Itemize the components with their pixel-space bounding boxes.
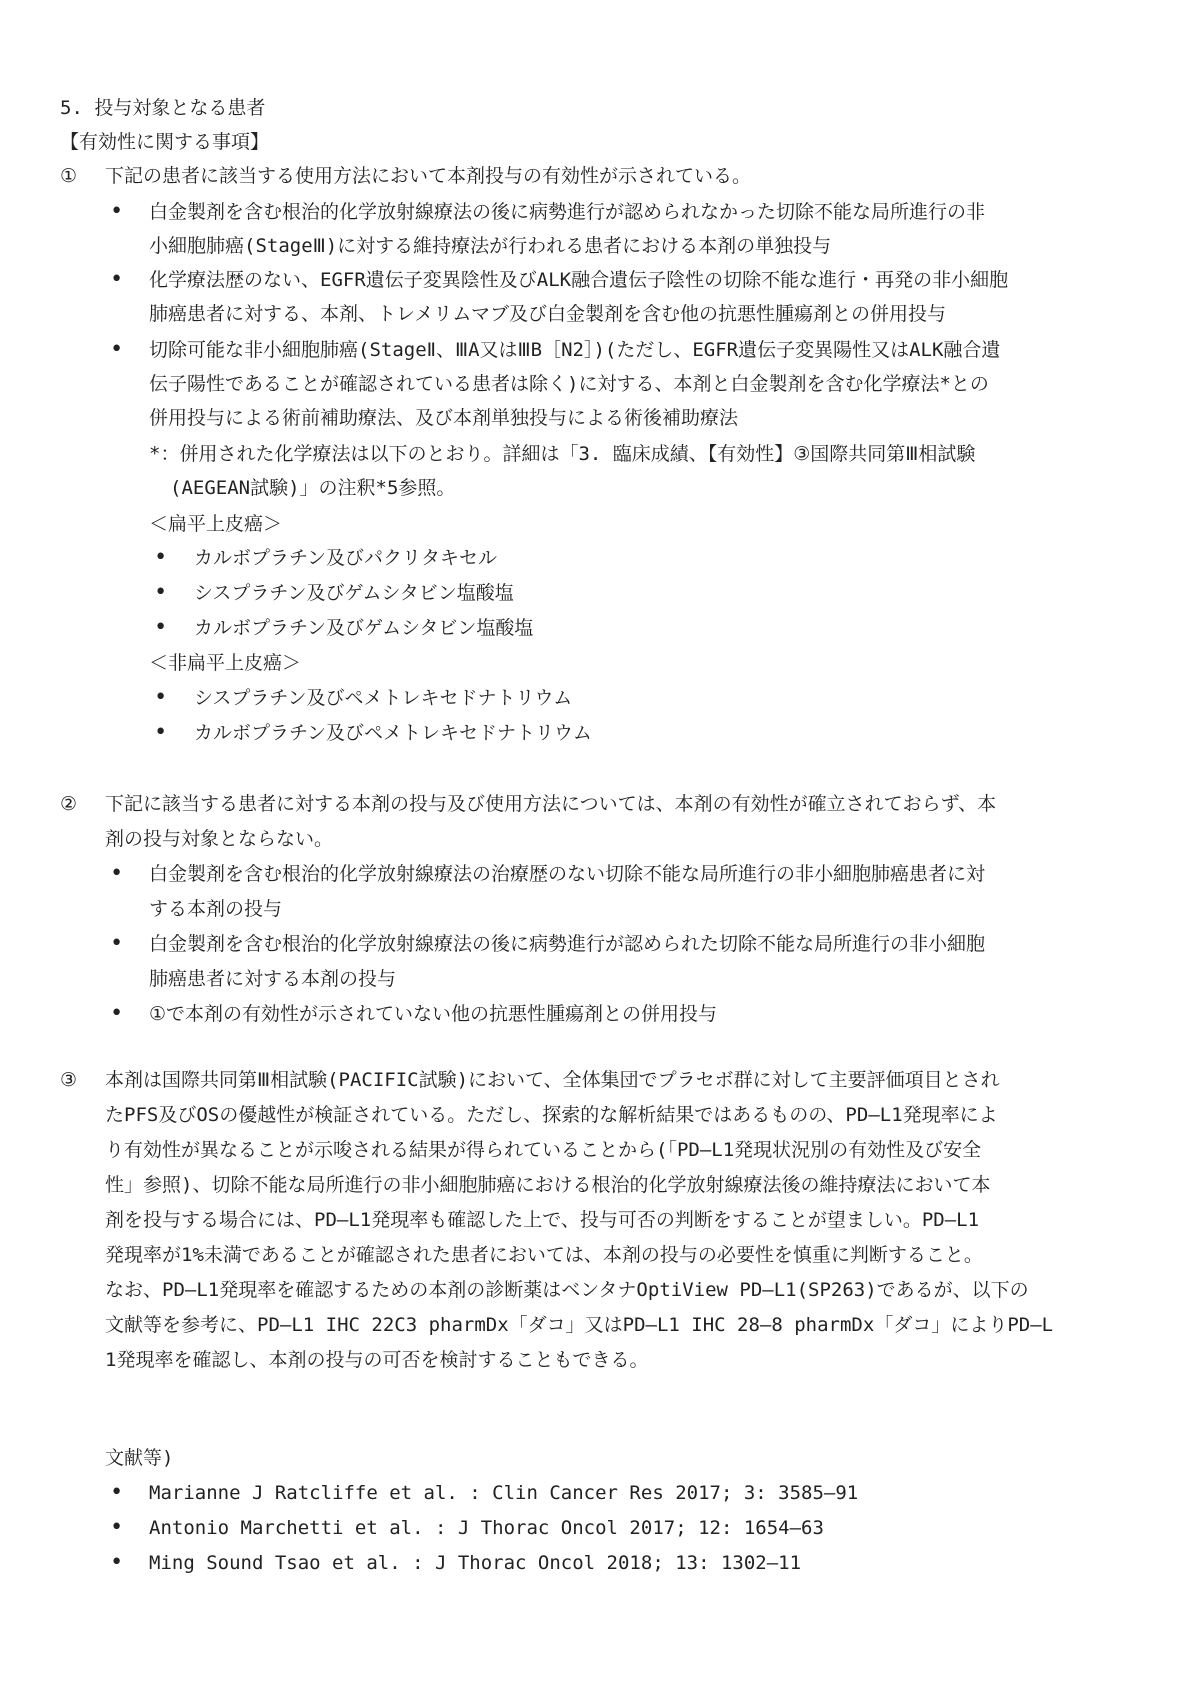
item-intro: 下記に該当する患者に対する本剤の投与及び使用方法については、本剤の有効性が確立されておらず、本 [105,793,997,815]
list-item-text: する本剤の投与 [149,898,283,920]
item-intro: 下記の患者に該当する使用方法において本剤投与の有効性が示されている。 [105,165,752,187]
bullet-icon: • [110,931,124,956]
bullet-icon: • [154,545,168,570]
bullet-icon: • [154,580,168,605]
list-item-text: シスプラチン及びゲムシタビン塩酸塩 [194,582,514,604]
reference-text: Marianne J Ratcliffe et al. : Clin Cancer Res 2017; 3: 3585―91 [149,1482,859,1504]
bullet-icon: • [154,720,168,745]
paragraph-line: 発現率が1%未満であることが確認された患者においては、本剤の投与の必要性を慎重に判断すること。 [105,1244,983,1266]
list-item-text: カルボプラチン及びパクリタキセル [194,547,498,569]
list-item-text: カルボプラチン及びゲムシタビン塩酸塩 [194,617,534,639]
list-item-text: 併用投与による術前補助療法、及び本剤単独投与による術後補助療法 [149,407,739,429]
item-intro: 剤の投与対象とならない。 [105,828,334,850]
list-item-text: 白金製剤を含む根治的化学放射線療法の後に病勢進行が認められた切除不能な局所進行の非小細胞 [149,933,986,955]
bullet-icon: • [110,1480,124,1505]
bullet-icon: • [110,199,124,224]
group-heading: ＜扁平上皮癌＞ [149,513,283,535]
bullet-icon: • [110,1001,124,1026]
group-heading: ＜非扁平上皮癌＞ [149,652,302,674]
list-item-text: 伝子陽性であることが確認されている患者は除く)に対する、本剤と白金製剤を含む化学療法*との [149,373,989,395]
paragraph-line: たPFS及びOSの優越性が検証されている。ただし、探索的な解析結果ではあるものの、PD―L1発現率によ [105,1104,998,1126]
item-number: ② [60,793,78,815]
footnote: (AEGEAN試験)」の注釈*5参照。 [170,477,456,499]
bullet-icon: • [110,267,124,292]
bullet-icon: • [110,1550,124,1575]
list-item-text: 肺癌患者に対する、本剤、トレメリムマブ及び白金製剤を含む他の抗悪性腫瘍剤との併用投与 [149,303,947,325]
list-item-text: シスプラチン及びペメトレキセドナトリウム [194,687,573,709]
list-item-text: 小細胞肺癌(StageⅢ)に対する維持療法が行われる患者における本剤の単独投与 [149,235,832,257]
references-heading: 文献等) [105,1447,174,1469]
list-item-text: ①で本剤の有効性が示されていない他の抗悪性腫瘍剤との併用投与 [149,1003,718,1025]
paragraph-line: 文献等を参考に、PD―L1 IHC 22C3 pharmDx「ダコ」又はPD―L1 IHC 28―8 pharmDx「ダコ」によりPD―L [105,1314,1054,1336]
bullet-icon: • [110,337,124,362]
paragraph-line: り有効性が異なることが示唆される結果が得られていることから(「PD―L1発現状況別の有効性及び安全 [105,1139,982,1161]
item-number: ① [60,165,78,187]
paragraph-line: 剤を投与する場合には、PD―L1発現率も確認した上で、投与可否の判断をすることが望ましい。PD―L1 [105,1209,980,1231]
bullet-icon: • [110,1515,124,1540]
footnote: *：併用された化学療法は以下のとおり。詳細は「3. 臨床成績、【有効性】③国際共同第Ⅲ相試験 [149,443,976,465]
paragraph-line: 1発現率を確認し、本剤の投与の可否を検討することもできる。 [105,1349,649,1371]
list-item-text: カルボプラチン及びペメトレキセドナトリウム [194,722,592,744]
bullet-icon: • [154,685,168,710]
bullet-icon: • [154,615,168,640]
item-number: ③ [60,1069,78,1091]
bullet-icon: • [110,861,124,886]
paragraph-line: なお、PD―L1発現率を確認するための本剤の診断薬はベンタナOptiView PD―L1(SP263)であるが、以下の [105,1279,1029,1301]
section-title: 5. 投与対象となる患者 [60,97,266,119]
reference-text: Ming Sound Tsao et al. : J Thorac Oncol 2018; 13: 1302―11 [149,1552,802,1574]
list-item-text: 白金製剤を含む根治的化学放射線療法の後に病勢進行が認められなかった切除不能な局所進行の非 [149,201,986,223]
list-item-text: 白金製剤を含む根治的化学放射線療法の治療歴のない切除不能な局所進行の非小細胞肺癌患者に対 [149,863,986,885]
paragraph-line: 性」参照)、切除不能な局所進行の非小細胞肺癌における根治的化学放射線療法後の維持療法において本 [105,1174,991,1196]
list-item-text: 切除可能な非小細胞肺癌(StageⅡ、ⅢA又はⅢB［N2］)(ただし、EGFR遺伝子変異陽性又はALK融合遺 [149,339,1001,361]
list-item-text: 肺癌患者に対する本剤の投与 [149,968,397,990]
reference-text: Antonio Marchetti et al. : J Thorac Oncol 2017; 12: 1654―63 [149,1517,824,1539]
list-item-text: 化学療法歴のない、EGFR遺伝子変異陰性及びALK融合遺伝子陰性の切除不能な進行・再発の非小細胞 [149,269,1009,291]
paragraph-line: 本剤は国際共同第Ⅲ相試験(PACIFIC試験)において、全体集団でプラセボ群に対して主要評価項目とされ [105,1069,1000,1091]
subsection-title: 【有効性に関する事項】 [60,131,270,153]
